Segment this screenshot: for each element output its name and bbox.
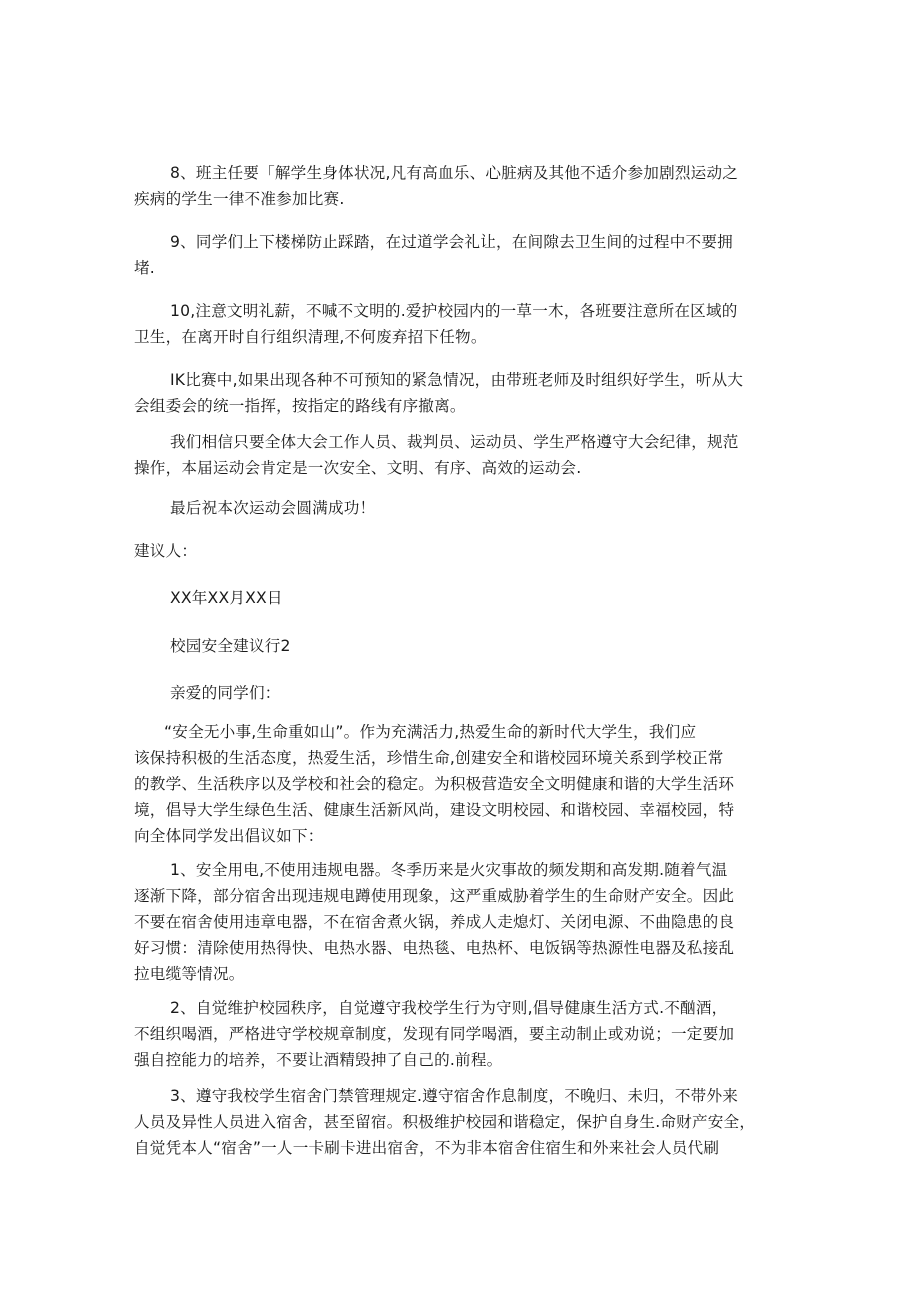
- paragraph-item-9: [134, 229, 784, 281]
- text-line: 向全体同学发出倡议如下：: [134, 827, 324, 845]
- text-line: 3、遵守我校学生宿舍门禁管理规定.遵守宿舍作息制度，不晚归、未归，不带外来: [170, 1087, 739, 1105]
- text-line: 境，倡导大学生绿色生活、健康生活新风尚，建设文明校园、和谐校园、幸福校园，特: [134, 801, 735, 819]
- text-line: 人员及异性人员进入宿舍，甚至留宿。积极维护校园和谐稳定，保护自身生.命财产安全，: [134, 1113, 756, 1131]
- proposer-label: [134, 538, 784, 564]
- text-line: 校园安全建议行2: [170, 637, 291, 655]
- text-line: 自觉凭本人“宿舍”一人一卡刷卡进出宿舍，不为非本宿舍住宿生和外来社会人员代刷: [134, 1139, 720, 1157]
- paragraph-wish: [134, 495, 784, 521]
- text-line: 9、同学们上下楼梯防止踩踏，在过道学会礼让，在间隙去卫生间的过程中不要拥: [170, 233, 733, 251]
- text-line: XX年XX月XX日: [170, 589, 283, 607]
- date-line: [134, 585, 784, 611]
- paragraph-item-8: [134, 160, 784, 212]
- text-line: 1、安全用电,不使用违规电器。冬季历来是火灾事故的频发期和高发期.随着气温: [170, 861, 728, 879]
- text-line: 10,注意文明礼薪，不喊不文明的.爱护校园内的一草一木，各班要注意所在区域的: [170, 302, 738, 320]
- text-line: 拉电缆等情况。: [134, 965, 245, 983]
- paragraph-point-3: [134, 1083, 784, 1161]
- text-line: 建议人：: [134, 542, 198, 560]
- paragraph-point-1: [134, 857, 784, 987]
- paragraph-point-2: [134, 995, 784, 1073]
- text-line: 最后祝本次运动会圆满成功！: [170, 499, 376, 517]
- text-line: 该保持积极的生活态度，热爱生活，珍惜生命,创建安全和谐校园环境关系到学校正常: [134, 749, 724, 767]
- paragraph-intro: [134, 719, 784, 849]
- text-line: 我们相信只要全体大会工作人员、裁判员、运动员、学生严格遵守大会纪律，规范: [170, 433, 739, 451]
- text-line: “安全无小事,生命重如山”。作为充满活力,热爱生命的新时代大学生，我们应: [164, 723, 697, 741]
- text-line: 操作，本届运动会肯定是一次安全、文明、有序、高效的运动会.: [134, 459, 582, 477]
- paragraph-item-11: [134, 367, 784, 419]
- text-line: 8、班主任要「解学生身体状况,凡有高血乐、心脏病及其他不适介参加剧烈运动之: [170, 164, 739, 182]
- section-title: [134, 633, 784, 659]
- paragraph-belief: [134, 429, 784, 481]
- paragraph-item-10: [134, 298, 784, 350]
- text-line: 会组委会的统一指挥，按指定的路线有序撤离。: [134, 397, 466, 415]
- text-line: 逐渐下降，部分宿舍出现违规电蹲使用现象，这严重威胁着学生的生命财产安全。因此: [134, 887, 735, 905]
- text-line: 强自控能力的培养，不要让酒精毁抻了自己的.前程。: [134, 1051, 503, 1069]
- text-line: 的教学、生活秩序以及学校和社会的稳定。为积极营造安全文明健康和谐的大学生活环: [134, 775, 735, 793]
- text-line: IK比赛中,如果出现各种不可预知的紧急情况，由带班老师及时组织好学生，听从大: [170, 371, 744, 389]
- salutation: [134, 680, 784, 706]
- text-line: 不要在宿舍使用违章电器，不在宿舍煮火锅，养成人走熄灯、关闭电源、不曲隐患的良: [134, 913, 735, 931]
- text-line: 亲爱的同学们：: [170, 684, 281, 702]
- text-line: 不组织喝酒，严格进守学校规章制度，发现有同学喝酒，要主动制止或劝说；一定要加: [134, 1025, 735, 1043]
- text-line: 疾病的学生一律不准参加比赛.: [134, 190, 345, 208]
- text-line: 好习惯：清除使用热得快、电热水器、电热毯、电热杯、电饭锅等热源性电器及私接乱: [134, 939, 735, 957]
- text-line: 堵.: [134, 259, 155, 277]
- text-line: 卫生，在离开时自行组织清理,不何废弃招下任物。: [134, 328, 487, 346]
- text-line: 2、自觉维护校园秩序，自觉遵守我校学生行为守则,倡导健康生活方式.不酗酒，: [170, 999, 728, 1017]
